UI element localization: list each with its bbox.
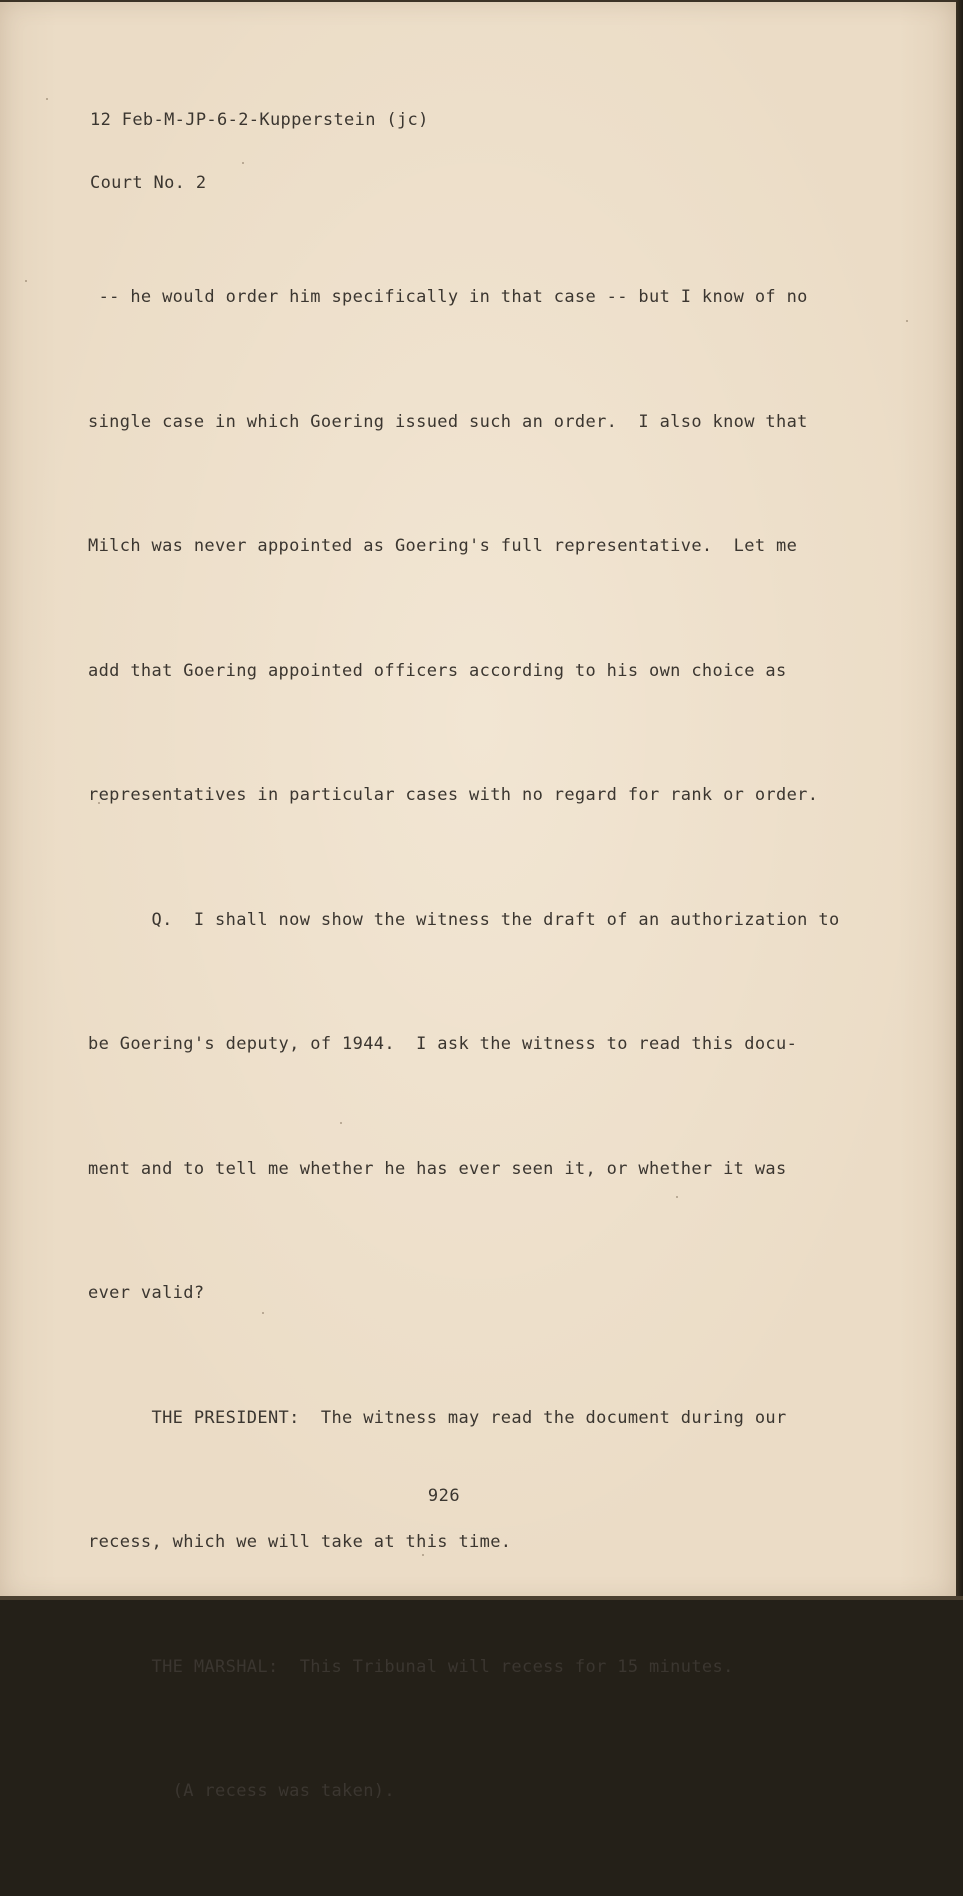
paper-speck xyxy=(262,1312,264,1314)
page-number: 926 xyxy=(427,1486,461,1506)
transcript-line: -- he would order him specifically in that case -- but I know of no xyxy=(88,287,808,307)
transcript-line: Milch was never appointed as Goering's full representative. Let me xyxy=(88,536,798,556)
scan-right-edge xyxy=(956,0,963,1600)
paper-speck xyxy=(340,1122,342,1124)
header-reference: 12 Feb-M-JP-6-2-Kupperstein (jc) xyxy=(90,110,429,130)
document-page xyxy=(0,2,956,1801)
question-line: Q. I shall now show the witness the draft of an authorization to xyxy=(88,909,840,930)
paper-speck xyxy=(242,162,244,164)
paper-speck xyxy=(25,280,27,282)
recess-note: (A recess was taken). xyxy=(88,1781,395,1801)
transcript-line: representatives in particular cases with no regard for rank or order. xyxy=(88,785,819,805)
paper-speck xyxy=(906,320,908,322)
marshal-line: THE MARSHAL: This Tribunal will recess for 15 minutes. xyxy=(88,1656,734,1677)
paper-speck xyxy=(98,802,100,804)
transcript-line: ment and to tell me whether he has ever seen it, or whether it was xyxy=(88,1158,787,1179)
transcript-line: recess, which we will take at this time. xyxy=(88,1532,512,1552)
paper-speck xyxy=(46,98,48,100)
paper-speck xyxy=(676,1196,678,1198)
scan-bottom-edge xyxy=(0,1596,963,1600)
paper-speck xyxy=(422,1554,424,1556)
transcript-line: single case in which Goering issued such an order. I also know that xyxy=(88,411,808,432)
transcript-body xyxy=(88,194,840,1896)
transcript-line: be Goering's deputy, of 1944. I ask the witness to read this docu- xyxy=(88,1034,798,1054)
transcript-line: ever valid? xyxy=(88,1283,205,1303)
header-court: Court No. 2 xyxy=(90,173,207,193)
transcript-line: add that Goering appointed officers according to his own choice as xyxy=(88,660,787,681)
president-line: THE PRESIDENT: The witness may read the document during our xyxy=(88,1407,787,1428)
